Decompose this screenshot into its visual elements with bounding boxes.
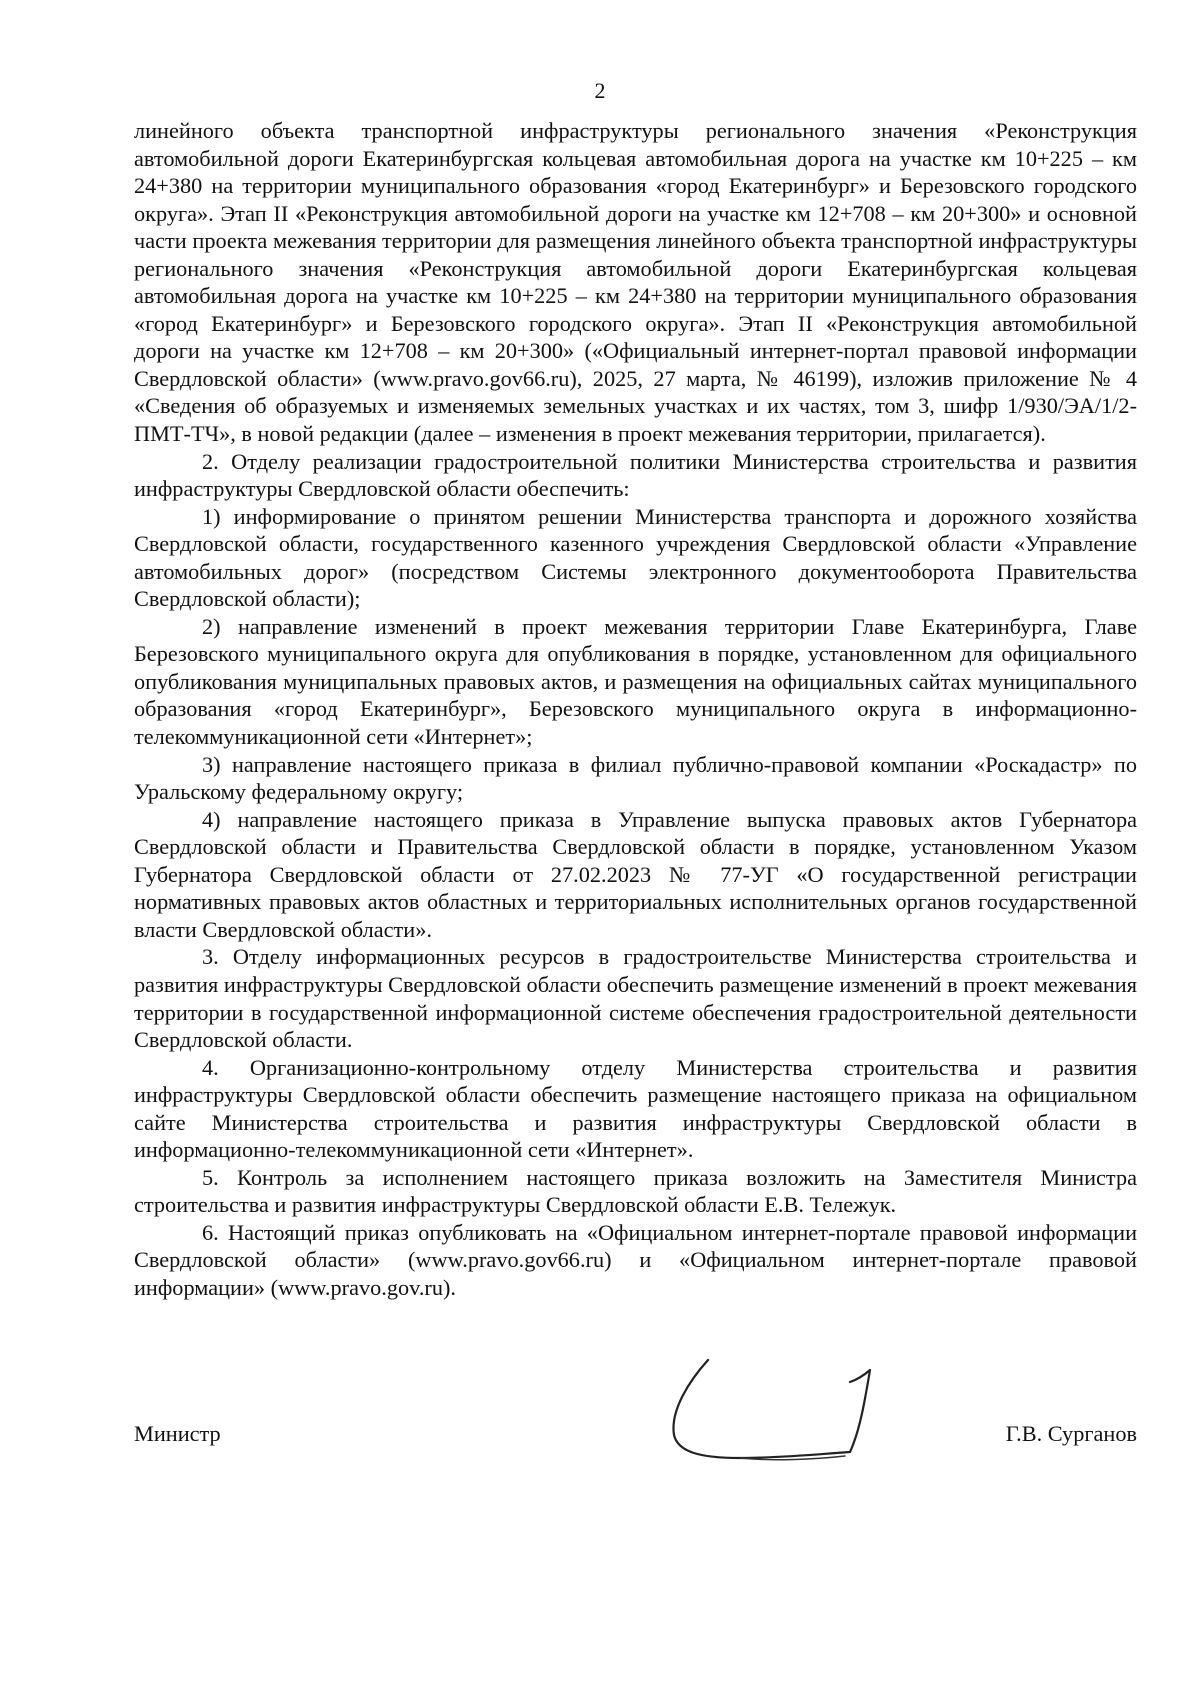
paragraph-item-3: 3. Отделу информационных ресурсов в градостроительстве Министерства строительства и развития инфраструктуры Свердловской области обеспечить размещение изменений в проект межевания территории в государственной информационной системе обеспечения градостроительной деятельности Свердловской области.: [134, 944, 1137, 1053]
subitem-2-1: 1) информирование о принятом решении Министерства транспорта и дорожного хозяйства Свердловской области, государственного казенного учреждения Свердловской области «Управление автомобильных дорог» (посредством Системы электронного документооборота Правительства Свердловской области);: [134, 503, 1137, 612]
signatory-title: Министр: [134, 1421, 221, 1446]
page-number: 2: [594, 78, 606, 103]
paragraph-continuation: линейного объекта транспортной инфраструктуры регионального значения «Реконструкция автомобильной дороги Екатеринбургская кольцевая автомобильная дорога на участке км 10+225 – км 24+380 на территории муниципального образования «город Екатеринбург» и Березовского городского округа». Этап II «Реконструкция автомобильной дороги на участке км 12+708 – км 20+300» и основной части проекта межевания территории для размещения линейного объекта транспортной инфраструктуры регионального значения «Реконструкция автомобильной дороги Екатеринбургская кольцевая автомобильная дорога на участке км 10+225 – км 24+380 на территории муниципального образования «город Екатеринбург» и Березовского городского округа». Этап II «Реконструкция автомобильной дороги на участке км 12+708 – км 20+300» («Официальный интернет-портал правовой информации Свердловской области» (www.pravo.gov66.ru), 2025, 27 марта, № 46199), изложив приложение № 4 «Сведения об образуемых и изменяемых земельных участках и их частях, том 3, шифр 1/930/ЭА/1/2-ПМТ-ТЧ», в новой редакции (далее – изменения в проект межевания территории, прилагается).: [134, 118, 1137, 447]
paragraph-item-2: 2. Отделу реализации градостроительной политики Министерства строительства и развития инфраструктуры Свердловской области обеспечить:: [134, 448, 1137, 502]
signatory-name: Г.В. Сурганов: [1005, 1421, 1137, 1446]
signature-block: [134, 1420, 1137, 1460]
subitem-2-2: 2) направление изменений в проект межевания территории Главе Екатеринбурга, Главе Березовского муниципального округа для опубликования в порядке, установленном для официального опубликования муниципальных правовых актов, и размещения на официальных сайтах муниципального образования «город Екатеринбург», Березовского муниципального округа в информационно-телекоммуникационной сети «Интернет»;: [134, 613, 1137, 750]
subitem-2-4: 4) направление настоящего приказа в Управление выпуска правовых актов Губернатора Свердловской области и Правительства Свердловской области в порядке, установленном Указом Губернатора Свердловской области от 27.02.2023 № 77-УГ «О государственной регистрации нормативных правовых актов областных и территориальных исполнительных органов государственной власти Свердловской области».: [134, 806, 1137, 942]
paragraph-item-6: 6. Настоящий приказ опубликовать на «Официальном интернет-портале правовой информации Свердловской области» (www.pravo.gov66.ru) и «Официальном интернет-портале правовой информации» (www.pravo.gov.ru).: [134, 1219, 1137, 1300]
paragraph-item-4: 4. Организационно-контрольному отделу Министерства строительства и развития инфраструктуры Свердловской области обеспечить размещение настоящего приказа на официальном сайте Министерства строительства и развития инфраструктуры Свердловской области в информационно-телекоммуникационной сети «Интернет».: [134, 1054, 1137, 1163]
document-body: [134, 117, 1137, 1302]
subitem-2-3: 3) направление настоящего приказа в филиал публично-правовой компании «Роскадастр» по Уральскому федеральному округу;: [134, 751, 1137, 805]
paragraph-item-5: 5. Контроль за исполнением настоящего приказа возложить на Заместителя Министра строительства и развития инфраструктуры Свердловской области Е.В. Тележук.: [134, 1164, 1137, 1218]
